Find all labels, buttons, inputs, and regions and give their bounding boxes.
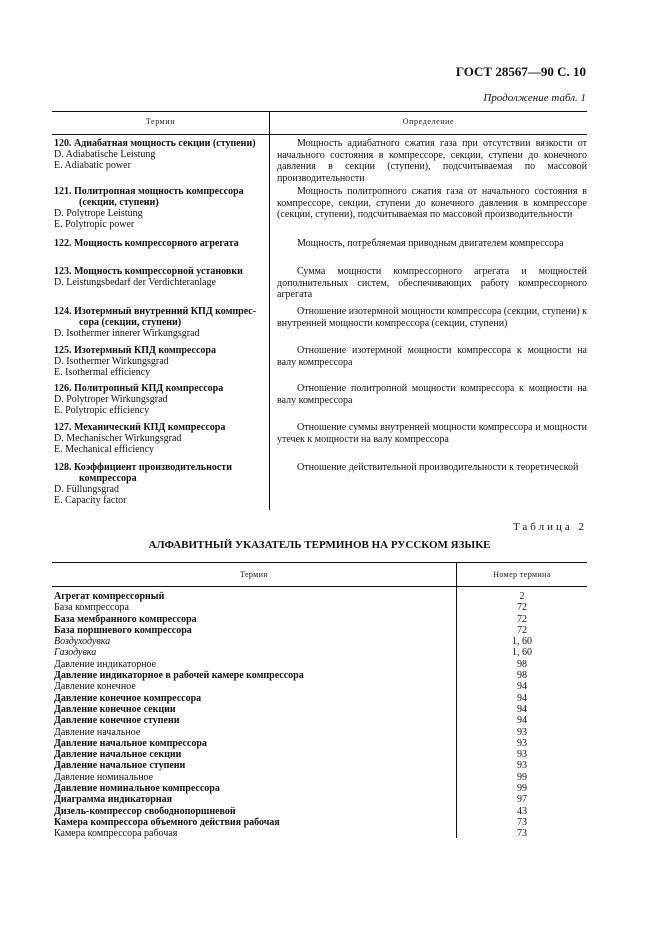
table2-row <box>54 693 587 704</box>
table2-row <box>54 636 587 647</box>
index-term: Давление конечное компрессора <box>54 692 202 704</box>
term-line: сора (секции, ступени) <box>79 317 182 328</box>
index-term-number: 1, 60 <box>512 636 532 648</box>
index-term-number: 72 <box>517 624 527 636</box>
index-term-number: 94 <box>517 681 527 693</box>
term-line: E. Polytropic efficiency <box>54 405 150 416</box>
index-term: База мембранного компрессора <box>54 613 197 625</box>
index-term: Давление начальное секции <box>54 749 182 761</box>
page-header: ГОСТ 28567—90 С. 10 <box>455 64 586 79</box>
term-line: D. Adiabatische Leistung <box>54 149 156 160</box>
term-line: D. Polytrope Leistung <box>54 208 143 219</box>
table2-row <box>54 828 587 839</box>
term-line: 121. Политропная мощность компрессора <box>54 186 244 197</box>
term-line: 123. Мощность компрессорной установки <box>54 266 243 277</box>
table1-definition-cell: Мощность адиабатного сжатия газа при отсутствии вязкости от начального состояния в компрессоре, секции, ступени до конечного давления в секции (ступени), подсчитываемая по массовой производительности <box>277 138 587 184</box>
index-term-number: 72 <box>517 613 527 625</box>
index-term-number: 99 <box>517 783 527 795</box>
table1-term-cell <box>54 266 268 288</box>
table1-term-cell <box>54 186 268 230</box>
index-term-number: 1, 60 <box>512 647 532 659</box>
term-line: (секции, ступени) <box>79 197 159 208</box>
index-term-number: 73 <box>517 828 527 840</box>
index-term-number: 94 <box>517 715 527 727</box>
index-term: Воздуходувка <box>54 636 111 648</box>
table1-header-rule <box>52 134 587 135</box>
table1-definition-cell: Отношение изотермной мощности компрессора к мощности на валу компрессора <box>277 345 587 368</box>
table1-top-rule <box>52 111 587 112</box>
term-line: 126. Политропный КПД компрессора <box>54 383 224 394</box>
table2-col-term-header: Термин <box>239 570 269 579</box>
table2-row <box>54 760 587 771</box>
term-line: D. Polytroper Wirkungsgrad <box>54 394 168 405</box>
term-line: D. Mechanischer Wirkungsgrad <box>54 433 182 444</box>
term-line: D. Isothermer Wirkungsgrad <box>54 356 169 367</box>
table1-definition-cell: Отношение действительной производительности к теоретической <box>297 462 579 473</box>
index-term-number: 94 <box>517 692 527 704</box>
index-term: Давление начальное <box>54 726 141 738</box>
index-term: Давление номинальное компрессора <box>54 783 220 795</box>
table2-top-rule <box>52 562 587 563</box>
table2-row <box>54 772 587 783</box>
table2-row <box>54 817 587 828</box>
table1-term-cell <box>54 138 268 171</box>
index-term-number: 93 <box>517 760 527 772</box>
table2-label: Таблица 2 <box>512 521 587 533</box>
table1-definition-cell: Отношение политропной мощности компрессора к мощности на валу компрессора <box>277 383 587 406</box>
index-term: Давление номинальное <box>54 771 154 783</box>
index-term: Агрегат компрессорный <box>54 591 165 602</box>
index-term-number: 72 <box>517 602 527 614</box>
index-term: Камера компрессора рабочая <box>54 828 178 840</box>
table1-column-divider <box>269 111 270 510</box>
table2-row <box>54 591 587 602</box>
index-term: Диаграмма индикаторная <box>54 794 173 806</box>
index-term: Давление начальное ступени <box>54 760 186 772</box>
table1-col-definition-header: Определение <box>402 117 455 126</box>
term-line: 127. Механический КПД компрессора <box>54 422 226 433</box>
index-term: Давление индикаторное в рабочей камере компрессора <box>54 670 304 682</box>
term-line: 125. Изотермный КПД компрессора <box>54 345 216 356</box>
index-term: Газодувка <box>54 647 97 659</box>
term-line: E. Polytropic power <box>54 219 135 230</box>
index-term: Давление конечное секции <box>54 703 176 715</box>
term-line: 122. Мощность компрессорного агрегата <box>54 238 239 249</box>
table2-row <box>54 614 587 625</box>
index-term-number: 94 <box>517 703 527 715</box>
table2-row <box>54 715 587 726</box>
index-term-number: 97 <box>517 794 527 806</box>
table2-row <box>54 794 587 805</box>
index-term: Давление конечное ступени <box>54 715 180 727</box>
table1-term-cell <box>54 306 268 339</box>
table1-term-cell <box>54 238 268 249</box>
index-term: Давление начальное компрессора <box>54 737 207 749</box>
table1-definition-cell: Отношение суммы внутренней мощности компрессора и мощности утечек к мощности на валу компрессора <box>277 422 587 445</box>
table2-row <box>54 647 587 658</box>
index-term-number: 98 <box>517 670 527 682</box>
term-line: E. Capacity factor <box>54 495 127 506</box>
table2-header-rule <box>52 586 587 587</box>
index-term: Камера компрессора объемного действия рабочая <box>54 816 280 828</box>
term-line: компрессора <box>79 473 137 484</box>
index-term-number: 43 <box>517 805 527 817</box>
table1-term-cell <box>54 422 268 455</box>
table1-col-term-header: Термин <box>145 117 176 126</box>
term-line: E. Isothermal efficiency <box>54 367 151 378</box>
index-term: Давление индикаторное <box>54 658 157 670</box>
term-line: E. Adiabatic power <box>54 160 131 171</box>
index-term-number: 93 <box>517 749 527 761</box>
table2-row <box>54 783 587 794</box>
index-term-number: 93 <box>517 726 527 738</box>
term-line: D. Füllungsgrad <box>54 484 119 495</box>
table1-term-cell <box>54 462 268 506</box>
table1-definition-cell: Отношение изотермной мощности компрессора (секции, ступени) к внутренней мощности компрессора (секции, ступени) <box>277 306 587 329</box>
table2-row <box>54 681 587 692</box>
table1-definition-cell: Мощность, потребляемая приводным двигателем компрессора <box>297 238 564 249</box>
table2-body <box>54 591 587 840</box>
table2-row <box>54 806 587 817</box>
table2-row <box>54 749 587 760</box>
table2-row <box>54 602 587 613</box>
term-line: D. Isothermer innerer Wirkungsgrad <box>54 328 200 339</box>
index-term: Давление конечное <box>54 681 136 693</box>
table2-row <box>54 738 587 749</box>
table1-term-cell <box>54 345 268 378</box>
table2-row <box>54 659 587 670</box>
index-term-number: 2 <box>519 591 525 602</box>
index-term-number: 93 <box>517 737 527 749</box>
index-term-number: 73 <box>517 816 527 828</box>
table1-definition-cell: Мощность политропного сжатия газа от начального состояния в компрессоре, секции, ступени до конечного давления в компрессоре (секции, ступени), подсчитываемая по массовой производительности <box>277 186 587 220</box>
term-line: E. Mechanical efficiency <box>54 444 155 455</box>
index-term-number: 99 <box>517 771 527 783</box>
term-line: 128. Коэффициент производительности <box>54 462 232 473</box>
index-term: База компрессора <box>54 602 129 614</box>
index-term: База поршневого компрессора <box>54 624 192 636</box>
index-term-number: 98 <box>517 658 527 670</box>
term-line: D. Leistungsbedarf der Verdichteranlage <box>54 277 216 288</box>
table2-row <box>54 704 587 715</box>
term-line: 120. Адиабатная мощность секции (ступени) <box>54 138 256 149</box>
table2-col-number-header: Номер термина <box>493 570 551 579</box>
continuation-label: Продолжение табл. 1 <box>483 92 586 104</box>
table1-term-cell <box>54 383 268 416</box>
term-line: 124. Изотермный внутренний КПД компрес- <box>54 306 257 317</box>
index-term: Дизель-компрессор свободнопоршневой <box>54 805 236 817</box>
table2-row <box>54 727 587 738</box>
table2-row <box>54 625 587 636</box>
table1-definition-cell: Сумма мощности компрессорного агрегата и мощностей дополнительных систем, обеспечивающих работу компрессорного агрегата <box>277 266 587 300</box>
table2-title: АЛФАВИТНЫЙ УКАЗАТЕЛЬ ТЕРМИНОВ НА РУССКОМ ЯЗЫКЕ <box>148 539 491 551</box>
table2-row <box>54 670 587 681</box>
